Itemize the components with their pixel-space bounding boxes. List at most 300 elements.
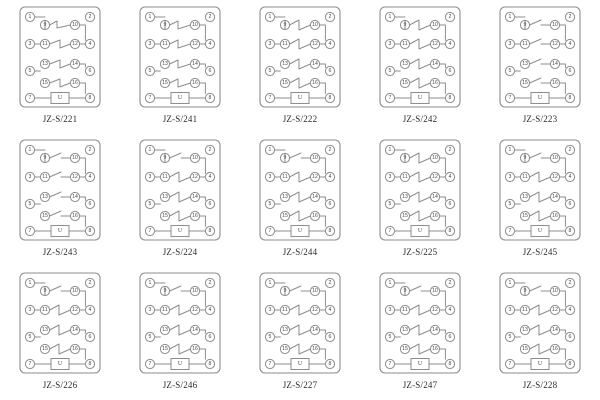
pin-label: 4 (568, 174, 572, 180)
pin-label: 1 (28, 280, 32, 286)
pin-label: 1 (508, 280, 512, 286)
pin-label: 12 (312, 41, 318, 47)
pin-label: 5 (508, 334, 512, 340)
pin-label: 14 (72, 327, 78, 333)
pin-label: 10 (192, 288, 198, 294)
pin-label: 8 (568, 228, 572, 234)
pin-label: 11 (282, 41, 288, 47)
pin-label: 7 (268, 95, 272, 101)
coil-label: U (57, 228, 63, 234)
pin-label: 9 (163, 22, 167, 28)
pin-label: 15 (402, 213, 408, 219)
coil-label: U (417, 228, 423, 234)
pin-label: 6 (328, 334, 332, 340)
diagram-cell (240, 0, 360, 133)
pin-label: 1 (388, 147, 392, 153)
pin-label: 4 (328, 307, 332, 313)
pin-label: 9 (43, 155, 47, 161)
pin-label: 14 (312, 327, 318, 333)
pin-label: 9 (403, 155, 407, 161)
pin-label: 15 (42, 346, 48, 352)
pin-label: 2 (448, 14, 452, 20)
pin-label: 6 (568, 201, 572, 207)
pin-label: 4 (88, 174, 92, 180)
pin-label: 3 (148, 307, 152, 313)
pin-label: 16 (552, 80, 558, 86)
pin-label: 4 (328, 41, 332, 47)
pin-label: 8 (88, 361, 92, 367)
pin-label: 2 (568, 280, 572, 286)
diagram-caption: JZ-S/227 (282, 380, 318, 390)
pin-label: 3 (28, 307, 32, 313)
pin-label: 14 (192, 194, 198, 200)
pin-label: 10 (552, 288, 558, 294)
pin-label: 4 (448, 174, 452, 180)
diagram-caption: JZ-S/247 (402, 380, 438, 390)
pin-label: 14 (432, 61, 438, 67)
pin-label: 2 (328, 280, 332, 286)
pin-label: 14 (312, 194, 318, 200)
pin-label: 4 (568, 307, 572, 313)
relay-diagram-12 (257, 270, 343, 376)
pin-label: 3 (28, 174, 32, 180)
pin-label: 16 (432, 80, 438, 86)
pin-label: 15 (522, 213, 528, 219)
diagram-caption: JZ-S/245 (522, 247, 558, 257)
relay-diagram-14 (497, 270, 583, 376)
pin-label: 11 (282, 174, 288, 180)
pin-label: 7 (508, 95, 512, 101)
pin-label: 12 (432, 307, 438, 313)
diagram-cell (360, 0, 480, 133)
pin-label: 12 (552, 41, 558, 47)
relay-diagram-10 (17, 270, 103, 376)
coil-label: U (177, 95, 183, 101)
pin-label: 8 (448, 95, 452, 101)
pin-label: 3 (388, 41, 392, 47)
pin-label: 8 (568, 361, 572, 367)
diagram-cell (120, 0, 240, 133)
pin-label: 15 (522, 80, 528, 86)
pin-label: 15 (162, 346, 168, 352)
pin-label: 2 (328, 147, 332, 153)
pin-label: 5 (28, 201, 32, 207)
pin-label: 1 (388, 280, 392, 286)
coil-label: U (297, 361, 303, 367)
relay-diagram-11 (137, 270, 223, 376)
pin-label: 2 (208, 147, 212, 153)
pin-label: 1 (28, 147, 32, 153)
pin-label: 12 (192, 307, 198, 313)
pin-label: 2 (568, 147, 572, 153)
pin-label: 13 (42, 327, 48, 333)
pin-label: 1 (148, 280, 152, 286)
coil-label: U (177, 361, 183, 367)
pin-label: 14 (72, 194, 78, 200)
pin-label: 10 (312, 155, 318, 161)
coil-label: U (57, 95, 63, 101)
diagram-cell (480, 266, 600, 399)
pin-label: 3 (388, 307, 392, 313)
pin-label: 2 (208, 14, 212, 20)
pin-label: 12 (432, 174, 438, 180)
relay-diagram-6 (137, 137, 223, 243)
pin-label: 4 (448, 307, 452, 313)
pin-label: 11 (42, 41, 48, 47)
pin-label: 7 (388, 95, 392, 101)
relay-diagram-3 (377, 4, 463, 110)
relay-diagram-4 (497, 4, 583, 110)
pin-label: 9 (163, 288, 167, 294)
pin-label: 3 (268, 307, 272, 313)
pin-label: 5 (268, 68, 272, 74)
pin-label: 12 (192, 174, 198, 180)
pin-label: 15 (162, 80, 168, 86)
pin-label: 4 (208, 174, 212, 180)
pin-label: 8 (328, 228, 332, 234)
pin-label: 6 (88, 68, 92, 74)
pin-label: 16 (552, 213, 558, 219)
pin-label: 10 (72, 22, 78, 28)
diagram-cell (120, 133, 240, 266)
diagram-caption: JZ-S/223 (522, 114, 558, 124)
pin-label: 12 (552, 174, 558, 180)
diagram-cell (120, 266, 240, 399)
pin-label: 3 (268, 41, 272, 47)
pin-label: 4 (88, 41, 92, 47)
pin-label: 15 (162, 213, 168, 219)
pin-label: 10 (312, 288, 318, 294)
pin-label: 12 (552, 307, 558, 313)
pin-label: 13 (402, 194, 408, 200)
diagram-cell (0, 0, 120, 133)
pin-label: 13 (282, 327, 288, 333)
pin-label: 7 (388, 361, 392, 367)
relay-diagram-7 (257, 137, 343, 243)
pin-label: 16 (192, 346, 198, 352)
pin-label: 3 (508, 174, 512, 180)
pin-label: 6 (328, 201, 332, 207)
pin-label: 10 (72, 155, 78, 161)
relay-diagram-5 (17, 137, 103, 243)
pin-label: 8 (328, 95, 332, 101)
pin-label: 5 (508, 201, 512, 207)
pin-label: 16 (72, 346, 78, 352)
diagram-cell (240, 266, 360, 399)
pin-label: 5 (28, 334, 32, 340)
pin-label: 14 (552, 194, 558, 200)
pin-label: 11 (402, 174, 408, 180)
pin-label: 12 (312, 174, 318, 180)
pin-label: 11 (42, 307, 48, 313)
pin-label: 14 (552, 327, 558, 333)
pin-label: 3 (388, 174, 392, 180)
pin-label: 3 (148, 41, 152, 47)
pin-label: 13 (522, 194, 528, 200)
pin-label: 13 (522, 327, 528, 333)
pin-label: 8 (208, 361, 212, 367)
pin-label: 5 (508, 68, 512, 74)
pin-label: 3 (508, 41, 512, 47)
pin-label: 1 (508, 147, 512, 153)
relay-diagram-8 (377, 137, 463, 243)
pin-label: 13 (162, 327, 168, 333)
pin-label: 11 (402, 307, 408, 313)
pin-label: 2 (88, 14, 92, 20)
pin-label: 12 (72, 41, 78, 47)
pin-label: 3 (28, 41, 32, 47)
diagram-cell (360, 133, 480, 266)
pin-label: 7 (148, 228, 152, 234)
pin-label: 15 (282, 213, 288, 219)
pin-label: 16 (432, 346, 438, 352)
pin-label: 11 (162, 174, 168, 180)
pin-label: 10 (552, 155, 558, 161)
pin-label: 9 (43, 288, 47, 294)
pin-label: 4 (208, 307, 212, 313)
diagram-caption: JZ-S/242 (402, 114, 438, 124)
pin-label: 16 (312, 80, 318, 86)
pin-label: 1 (148, 14, 152, 20)
pin-label: 7 (268, 228, 272, 234)
pin-label: 4 (208, 41, 212, 47)
pin-label: 15 (402, 80, 408, 86)
pin-label: 13 (282, 194, 288, 200)
pin-label: 10 (312, 22, 318, 28)
pin-label: 5 (28, 68, 32, 74)
pin-label: 5 (388, 201, 392, 207)
coil-label: U (417, 95, 423, 101)
pin-label: 8 (328, 361, 332, 367)
pin-label: 2 (448, 147, 452, 153)
pin-label: 3 (268, 174, 272, 180)
pin-label: 10 (432, 22, 438, 28)
pin-label: 7 (148, 95, 152, 101)
pin-label: 16 (552, 346, 558, 352)
pin-label: 6 (328, 68, 332, 74)
pin-label: 13 (42, 61, 48, 67)
pin-label: 1 (28, 14, 32, 20)
relay-diagram-9 (497, 137, 583, 243)
pin-label: 3 (148, 174, 152, 180)
pin-label: 5 (268, 334, 272, 340)
diagram-caption: JZ-S/243 (42, 247, 78, 257)
pin-label: 11 (522, 41, 528, 47)
pin-label: 5 (148, 334, 152, 340)
pin-label: 15 (282, 346, 288, 352)
pin-label: 11 (162, 41, 168, 47)
pin-label: 7 (28, 95, 32, 101)
pin-label: 2 (88, 280, 92, 286)
coil-label: U (297, 228, 303, 234)
pin-label: 3 (508, 307, 512, 313)
pin-label: 13 (402, 61, 408, 67)
pin-label: 5 (388, 334, 392, 340)
pin-label: 14 (312, 61, 318, 67)
pin-label: 2 (208, 280, 212, 286)
pin-label: 1 (388, 14, 392, 20)
pin-label: 14 (432, 327, 438, 333)
pin-label: 12 (72, 174, 78, 180)
diagram-caption: JZ-S/241 (162, 114, 198, 124)
pin-label: 10 (552, 22, 558, 28)
diagram-cell (480, 0, 600, 133)
pin-label: 1 (268, 147, 272, 153)
pin-label: 6 (448, 68, 452, 74)
pin-label: 8 (88, 95, 92, 101)
pin-label: 14 (192, 327, 198, 333)
pin-label: 9 (523, 288, 527, 294)
pin-label: 6 (208, 68, 212, 74)
pin-label: 9 (403, 22, 407, 28)
diagram-caption: JZ-S/228 (522, 380, 558, 390)
pin-label: 2 (88, 147, 92, 153)
pin-label: 7 (28, 361, 32, 367)
coil-label: U (177, 228, 183, 234)
pin-label: 5 (148, 68, 152, 74)
coil-label: U (537, 361, 543, 367)
pin-label: 1 (508, 14, 512, 20)
pin-label: 16 (192, 80, 198, 86)
pin-label: 9 (163, 155, 167, 161)
pin-label: 12 (312, 307, 318, 313)
pin-label: 8 (448, 228, 452, 234)
pin-label: 6 (208, 201, 212, 207)
pin-label: 15 (522, 346, 528, 352)
pin-label: 6 (208, 334, 212, 340)
pin-label: 6 (448, 334, 452, 340)
diagram-caption: JZ-S/226 (42, 380, 78, 390)
pin-label: 7 (388, 228, 392, 234)
pin-label: 5 (388, 68, 392, 74)
pin-label: 7 (268, 361, 272, 367)
pin-label: 16 (192, 213, 198, 219)
pin-label: 16 (72, 213, 78, 219)
pin-label: 8 (208, 95, 212, 101)
pin-label: 4 (328, 174, 332, 180)
pin-label: 10 (432, 155, 438, 161)
pin-label: 10 (72, 288, 78, 294)
pin-label: 16 (312, 213, 318, 219)
relay-diagram-2 (257, 4, 343, 110)
pin-label: 5 (148, 201, 152, 207)
pin-label: 14 (72, 61, 78, 67)
pin-label: 2 (328, 14, 332, 20)
pin-label: 13 (42, 194, 48, 200)
pin-label: 9 (403, 288, 407, 294)
pin-label: 11 (522, 174, 528, 180)
pin-label: 4 (448, 41, 452, 47)
pin-label: 11 (162, 307, 168, 313)
pin-label: 15 (402, 346, 408, 352)
relay-diagram-13 (377, 270, 463, 376)
coil-label: U (297, 95, 303, 101)
pin-label: 14 (192, 61, 198, 67)
pin-label: 15 (42, 213, 48, 219)
pin-label: 10 (192, 22, 198, 28)
pin-label: 7 (148, 361, 152, 367)
pin-label: 11 (282, 307, 288, 313)
pin-label: 2 (568, 14, 572, 20)
diagram-caption: JZ-S/225 (402, 247, 438, 257)
pin-label: 10 (432, 288, 438, 294)
coil-label: U (537, 228, 543, 234)
pin-label: 13 (162, 61, 168, 67)
diagram-caption: JZ-S/224 (162, 247, 198, 257)
pin-label: 14 (552, 61, 558, 67)
pin-label: 7 (508, 228, 512, 234)
pin-label: 12 (192, 41, 198, 47)
pin-label: 11 (402, 41, 408, 47)
pin-label: 13 (162, 194, 168, 200)
pin-label: 7 (508, 361, 512, 367)
pin-label: 9 (523, 155, 527, 161)
coil-label: U (417, 361, 423, 367)
pin-label: 2 (448, 280, 452, 286)
pin-label: 16 (72, 80, 78, 86)
pin-label: 15 (282, 80, 288, 86)
pin-label: 8 (208, 228, 212, 234)
pin-label: 1 (148, 147, 152, 153)
pin-label: 13 (402, 327, 408, 333)
pin-label: 4 (568, 41, 572, 47)
relay-diagram-1 (137, 4, 223, 110)
pin-label: 6 (88, 201, 92, 207)
diagram-caption: JZ-S/221 (42, 114, 78, 124)
diagram-cell (240, 133, 360, 266)
pin-label: 9 (283, 288, 287, 294)
pin-label: 9 (283, 22, 287, 28)
pin-label: 1 (268, 14, 272, 20)
pin-label: 16 (312, 346, 318, 352)
pin-label: 11 (42, 174, 48, 180)
diagram-cell (360, 266, 480, 399)
pin-label: 4 (88, 307, 92, 313)
pin-label: 12 (432, 41, 438, 47)
pin-label: 7 (28, 228, 32, 234)
pin-label: 12 (72, 307, 78, 313)
diagram-caption: JZ-S/222 (282, 114, 318, 124)
pin-label: 13 (282, 61, 288, 67)
pin-label: 6 (568, 68, 572, 74)
coil-label: U (537, 95, 543, 101)
pin-label: 9 (283, 155, 287, 161)
pin-label: 8 (568, 95, 572, 101)
pin-label: 10 (192, 155, 198, 161)
pin-label: 1 (268, 280, 272, 286)
pin-label: 9 (43, 22, 47, 28)
pin-label: 11 (522, 307, 528, 313)
pin-label: 9 (523, 22, 527, 28)
pin-label: 6 (568, 334, 572, 340)
pin-label: 14 (432, 194, 438, 200)
diagram-cell (480, 133, 600, 266)
pin-label: 6 (448, 201, 452, 207)
pin-label: 8 (88, 228, 92, 234)
diagram-cell (0, 266, 120, 399)
pin-label: 8 (448, 361, 452, 367)
diagram-caption: JZ-S/244 (282, 247, 318, 257)
pin-label: 5 (268, 201, 272, 207)
pin-label: 15 (42, 80, 48, 86)
diagram-cell (0, 133, 120, 266)
coil-label: U (57, 361, 63, 367)
diagram-caption: JZ-S/246 (162, 380, 198, 390)
relay-diagram-0 (17, 4, 103, 110)
pin-label: 16 (432, 213, 438, 219)
pin-label: 13 (522, 61, 528, 67)
pin-label: 6 (88, 334, 92, 340)
